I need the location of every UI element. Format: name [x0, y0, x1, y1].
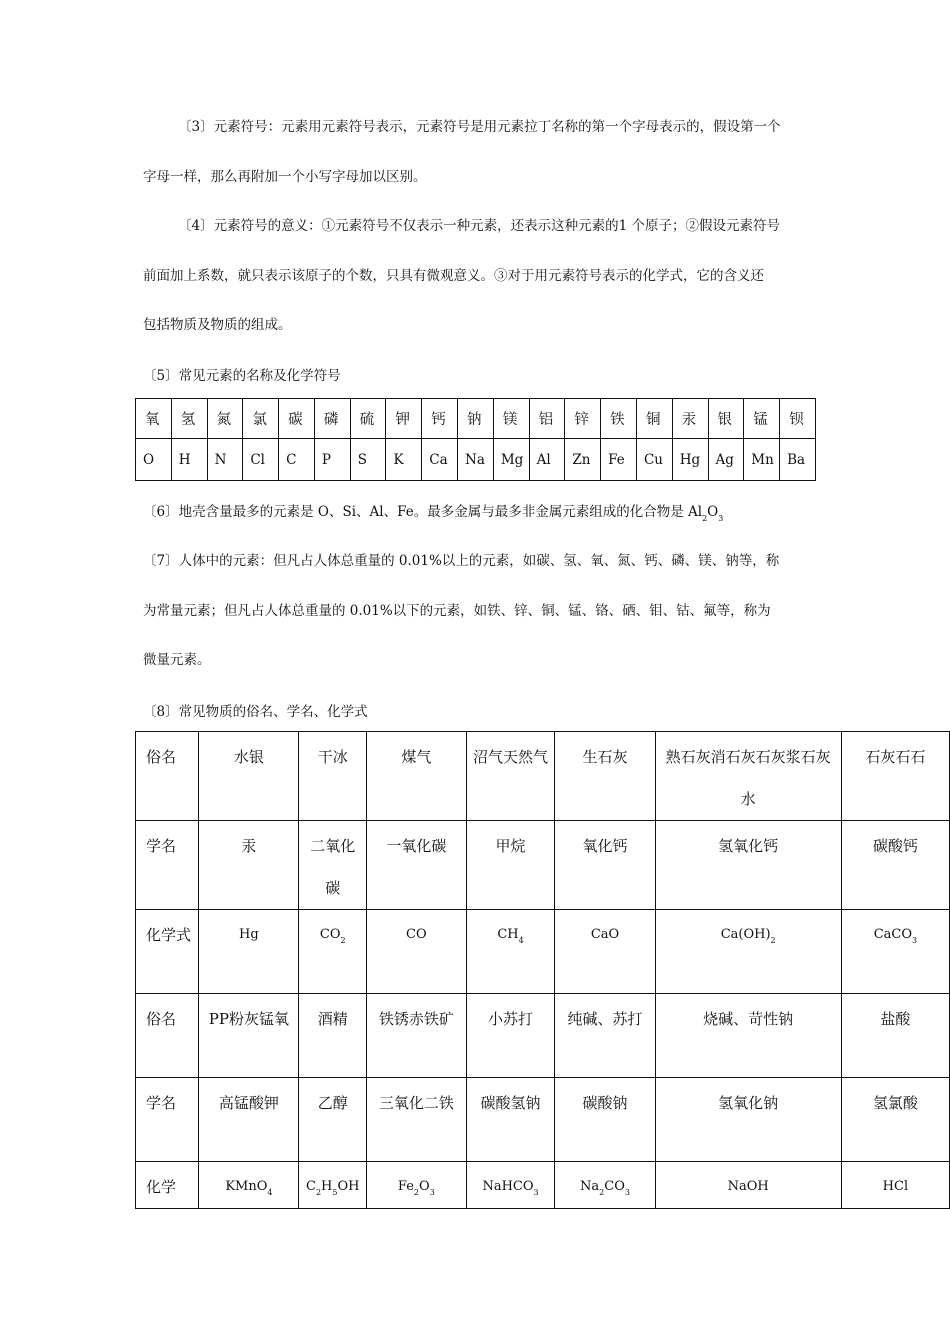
element-symbol-cell: O [136, 439, 172, 481]
element-names-row [136, 399, 816, 439]
paragraph-6-oxygen: O [707, 504, 719, 520]
formula-cell [299, 910, 367, 994]
element-name-cell: 铁 [601, 399, 637, 439]
element-symbol-cell: C [279, 439, 315, 481]
formula-subscript: 4 [518, 936, 524, 945]
paragraph-7-line-2: 为常量元素；但凡占人体总重量的 0.01%以下的元素，如铁、锌、铜、锰、铬、硒、钼、钴、氟等，称为 [143, 603, 771, 619]
common-name-cell: 生石灰 [555, 732, 655, 821]
element-name-cell: 镁 [493, 399, 529, 439]
element-symbols-row [136, 439, 816, 481]
element-symbol-cell: Fe [601, 439, 637, 481]
formula-text: NaHCO [482, 1179, 534, 1194]
formula-subscript: 2 [770, 936, 776, 945]
paragraph-3-line-1: 〔3〕元素符号：元素用元素符号表示，元素符号是用元素拉丁名称的第一个字母表示的，假设第一个 [178, 119, 781, 135]
scientific-names-row-2 [136, 1078, 950, 1162]
common-name-cell: 沼气天然气 [466, 732, 555, 821]
paragraph-6-subscript-1: 2 [702, 514, 708, 523]
paragraph-7-line-3: 微量元素。 [143, 652, 211, 668]
scientific-name-cell: 碳酸钙 [841, 821, 949, 910]
formula-text: Na [580, 1179, 600, 1194]
formula-subscript: 3 [912, 936, 918, 945]
scientific-name-cell: 碳酸钠 [555, 1078, 655, 1162]
formula-subscript: 2 [340, 936, 346, 945]
formula-text: CO [319, 927, 341, 942]
formula-cell [555, 1162, 655, 1209]
formula-cell [367, 1162, 466, 1209]
common-name-cell: 盐酸 [841, 994, 949, 1078]
row-header: 化学 [136, 1162, 199, 1209]
row-header: 俗名 [136, 732, 199, 821]
paragraph-7-line-1: 〔7〕人体中的元素：但凡占人体总重量的 0.01%以上的元素，如碳、氢、氧、氮、钙、磷、镁、钠等，称 [143, 553, 780, 569]
paragraph-4-line-3: 包括物质及物质的组成。 [143, 317, 292, 333]
element-name-cell: 硫 [350, 399, 386, 439]
common-names-row-2 [136, 994, 950, 1078]
scientific-name-cell: 一氧化碳 [367, 821, 466, 910]
formula-cell [299, 1162, 367, 1209]
formula-cell: CO [367, 910, 466, 994]
element-name-cell: 钠 [458, 399, 494, 439]
scientific-names-row-1 [136, 821, 950, 910]
common-name-cell: 熟石灰消石灰石灰浆石灰水 [655, 732, 841, 821]
formula-text: CaCO [873, 927, 912, 942]
scientific-name-cell: 高锰酸钾 [199, 1078, 299, 1162]
formula-subscript: 2 [599, 1188, 605, 1197]
elements-table [135, 398, 816, 481]
element-name-cell: 铝 [529, 399, 565, 439]
element-name-cell: 银 [708, 399, 744, 439]
paragraph-4-line-1: 〔4〕元素符号的意义：①元素符号不仅表示一种元素，还表示这种元素的1 个原子；②假设元素符号 [178, 218, 780, 234]
scientific-name-cell: 甲烷 [466, 821, 555, 910]
formula-text: CH [497, 927, 519, 942]
scientific-name-cell: 二氧化碳 [299, 821, 367, 910]
formulas-row-1 [136, 910, 950, 994]
element-name-cell: 氧 [136, 399, 172, 439]
formulas-row-2 [136, 1162, 950, 1209]
element-name-cell: 锰 [744, 399, 780, 439]
formula-cell [466, 910, 555, 994]
formula-subscript: 2 [413, 1188, 420, 1197]
scientific-name-cell: 氢氧化钙 [655, 821, 841, 910]
element-symbol-cell: H [171, 439, 207, 481]
formula-text: Ca(OH) [720, 927, 771, 942]
element-name-cell: 磷 [314, 399, 350, 439]
formula-subscript: 3 [624, 1188, 630, 1197]
paragraph-6-text: 〔6〕地壳含量最多的元素是 O、Si、Al、Fe。最多金属与最多非金属元素组成的化合物是 Al [143, 504, 703, 520]
formula-cell [841, 910, 949, 994]
element-symbol-cell: S [350, 439, 386, 481]
formula-cell: HCl [841, 1162, 949, 1209]
common-name-cell: 铁锈赤铁矿 [367, 994, 466, 1078]
formula-text: OH [337, 1179, 360, 1194]
element-name-cell: 氢 [171, 399, 207, 439]
formula-subscript: 5 [332, 1188, 338, 1197]
element-name-cell: 碳 [279, 399, 315, 439]
paragraph-8-heading: 〔8〕常见物质的俗名、学名、化学式 [143, 704, 368, 720]
element-name-cell: 氮 [207, 399, 243, 439]
scientific-name-cell: 三氧化二铁 [367, 1078, 466, 1162]
formula-cell: NaOH [655, 1162, 841, 1209]
element-symbol-cell: K [386, 439, 422, 481]
formula-cell: CaO [555, 910, 655, 994]
element-symbol-cell: Na [458, 439, 494, 481]
formula-subscript: 3 [429, 1188, 435, 1197]
element-symbol-cell: Cu [636, 439, 672, 481]
formula-subscript: 3 [533, 1188, 539, 1197]
element-name-cell: 钙 [422, 399, 458, 439]
element-symbol-cell: Ca [422, 439, 458, 481]
element-symbol-cell: N [207, 439, 243, 481]
common-name-cell: 纯碱、苏打 [555, 994, 655, 1078]
common-name-cell: 石灰石石 [841, 732, 949, 821]
common-name-cell: 干冰 [299, 732, 367, 821]
row-header: 俗名 [136, 994, 199, 1078]
common-name-cell: 水银 [199, 732, 299, 821]
element-symbol-cell: Ag [708, 439, 744, 481]
formula-cell: Hg [199, 910, 299, 994]
formula-subscript: 2 [315, 1188, 322, 1197]
scientific-name-cell: 氢氧化钠 [655, 1078, 841, 1162]
element-symbol-cell: P [314, 439, 350, 481]
element-symbol-cell: Mn [744, 439, 780, 481]
row-header: 学名 [136, 821, 199, 910]
paragraph-5-heading: 〔5〕常见元素的名称及化学符号 [143, 368, 341, 384]
scientific-name-cell: 碳酸氢钠 [466, 1078, 555, 1162]
element-name-cell: 锌 [565, 399, 601, 439]
scientific-name-cell: 乙醇 [299, 1078, 367, 1162]
element-symbol-cell: Hg [672, 439, 708, 481]
formula-cell [199, 1162, 299, 1209]
scientific-name-cell: 氢氯酸 [841, 1078, 949, 1162]
common-name-cell: 烧碱、苛性钠 [655, 994, 841, 1078]
element-name-cell: 铜 [636, 399, 672, 439]
common-name-cell: PP粉灰锰氧 [199, 994, 299, 1078]
common-name-cell: 煤气 [367, 732, 466, 821]
paragraph-6-subscript-2: 3 [718, 514, 724, 523]
formula-cell [466, 1162, 555, 1209]
element-symbol-cell: Mg [493, 439, 529, 481]
element-symbol-cell: Zn [565, 439, 601, 481]
element-symbol-cell: Cl [243, 439, 279, 481]
row-header: 化学式 [136, 910, 199, 994]
row-header: 学名 [136, 1078, 199, 1162]
formula-cell [655, 910, 841, 994]
element-name-cell: 氯 [243, 399, 279, 439]
common-name-cell: 小苏打 [466, 994, 555, 1078]
formula-text: Fe [397, 1179, 414, 1194]
scientific-name-cell: 汞 [199, 821, 299, 910]
common-name-cell: 酒精 [299, 994, 367, 1078]
element-name-cell: 钡 [780, 399, 816, 439]
common-names-row-1 [136, 732, 950, 821]
scientific-name-cell: 氧化钙 [555, 821, 655, 910]
formula-text: KMnO [225, 1179, 268, 1194]
formula-text: H [321, 1179, 333, 1194]
formula-subscript: 4 [267, 1188, 273, 1197]
element-symbol-cell: Al [529, 439, 565, 481]
formula-text: C [305, 1179, 316, 1194]
paragraph-4-line-2: 前面加上系数，就只表示该原子的个数，只具有微观意义。③对于用元素符号表示的化学式，它的含义还 [143, 268, 764, 284]
paragraph-3-line-2: 字母一样，那么再附加一个小写字母加以区别。 [143, 169, 427, 185]
element-name-cell: 汞 [672, 399, 708, 439]
paragraph-6 [143, 503, 723, 521]
element-name-cell: 钾 [386, 399, 422, 439]
formula-text: O [419, 1179, 430, 1194]
substances-table [135, 731, 950, 1209]
formula-text: CO [604, 1179, 625, 1194]
element-symbol-cell: Ba [780, 439, 816, 481]
